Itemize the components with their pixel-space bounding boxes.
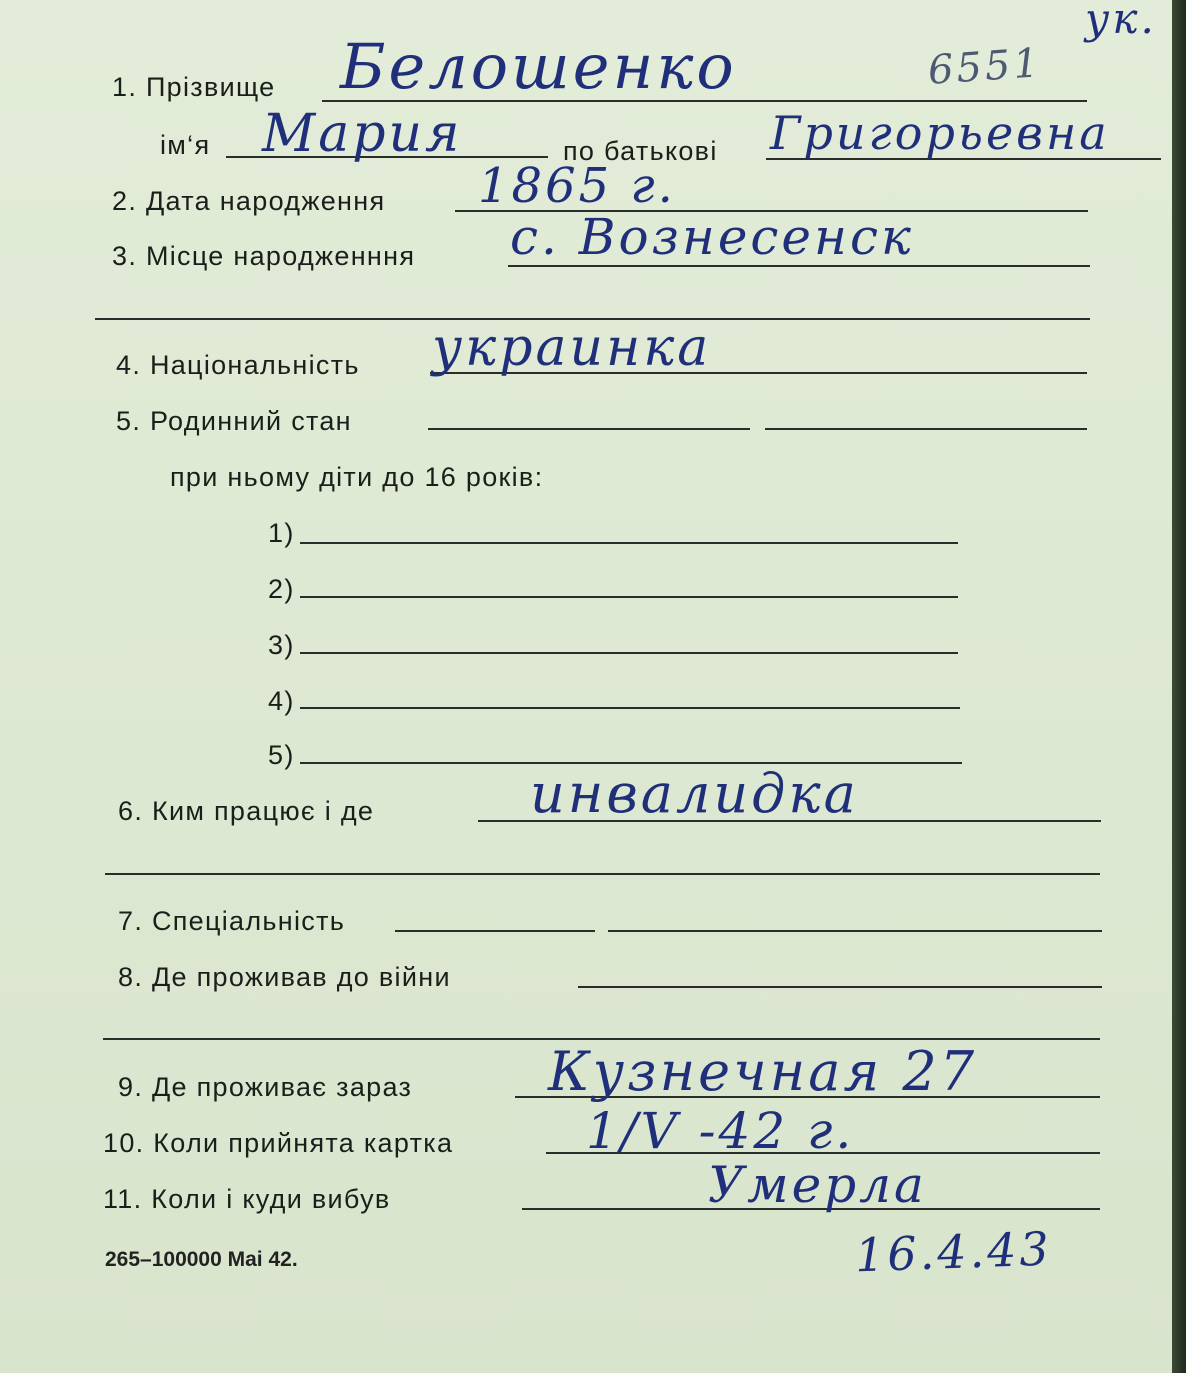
field-birth-date-label: Дата народження (145, 186, 386, 216)
field-card-date-label: Коли прийнята картка (153, 1128, 454, 1158)
field-address-label: Де проживає зараз (151, 1072, 413, 1102)
field-specialty-label: Спеціальність (151, 906, 346, 936)
specialty-line-1 (395, 930, 595, 932)
field-2-label: 2. Дата народження (112, 186, 386, 216)
child-2-label: 2) (268, 574, 295, 604)
work-value: инвалидка (530, 762, 859, 825)
card-date-value: 1/V -42 г. (586, 1102, 855, 1160)
field-5-label: 5. Родинний стан (116, 406, 352, 436)
field-9-label: 9. Де проживає зараз (118, 1072, 413, 1102)
field-7-label: 7. Спеціальність (118, 906, 346, 936)
child-3-line (300, 652, 958, 654)
field-family-label: Родинний стан (149, 406, 352, 436)
field-11-label: 11. Коли і куди вибув (103, 1184, 391, 1214)
field-4-label: 4. Національність (116, 350, 360, 380)
child-1-label: 1) (268, 518, 295, 548)
child-3-label: 3) (268, 630, 295, 660)
family-line-2 (765, 428, 1087, 430)
field-name-label: ім‘я (160, 130, 211, 160)
field-3-label: 3. Місце народженння (112, 241, 416, 271)
family-line-1 (428, 428, 750, 430)
birth-place-value: с. Вознесенск (510, 208, 914, 266)
work-line-2 (105, 873, 1100, 875)
field-departure-label: Коли і куди вибув (151, 1184, 391, 1214)
birth-date-value: 1865 г. (478, 158, 676, 214)
field-8-label: 8. Де проживав до війни (118, 962, 451, 992)
specialty-line-2 (608, 930, 1102, 932)
patronymic-value: Григорьевна (770, 106, 1110, 160)
children-label: при ньому діти до 16 років: (170, 462, 544, 492)
field-patronymic-label: по батькові (563, 136, 718, 166)
card-number: 6551 (926, 40, 1044, 94)
surname-value: Белошенко (340, 30, 737, 103)
prewar-line (578, 986, 1102, 988)
field-prewar-label: Де проживав до війни (151, 962, 451, 992)
background-edge (1172, 0, 1186, 1373)
child-4-label: 4) (268, 686, 295, 716)
child-4-line (300, 707, 960, 709)
field-work-label: Ким працює і де (151, 796, 375, 826)
address-value: Кузнечная 27 (548, 1040, 978, 1103)
field-10-label: 10. Коли прийнята картка (103, 1128, 454, 1158)
departure-date: 16.4.43 (854, 1221, 1053, 1283)
child-5-label: 5) (268, 740, 295, 770)
corner-mark: ук. (1085, 0, 1157, 43)
field-6-label: 6. Ким працює і де (118, 796, 375, 826)
name-value: Мария (262, 104, 463, 164)
field-nationality-label: Національність (149, 350, 360, 380)
field-1-label: 1. Прізвище (112, 72, 276, 102)
field-birth-place-label: Місце народженння (145, 241, 416, 271)
child-2-line (300, 596, 958, 598)
field-surname-label: Прізвище (145, 72, 276, 102)
departure-value: Умерла (708, 1156, 927, 1214)
nationality-value: украинка (432, 318, 712, 378)
child-1-line (300, 542, 958, 544)
print-footer: 265–100000 Mai 42. (105, 1248, 298, 1271)
